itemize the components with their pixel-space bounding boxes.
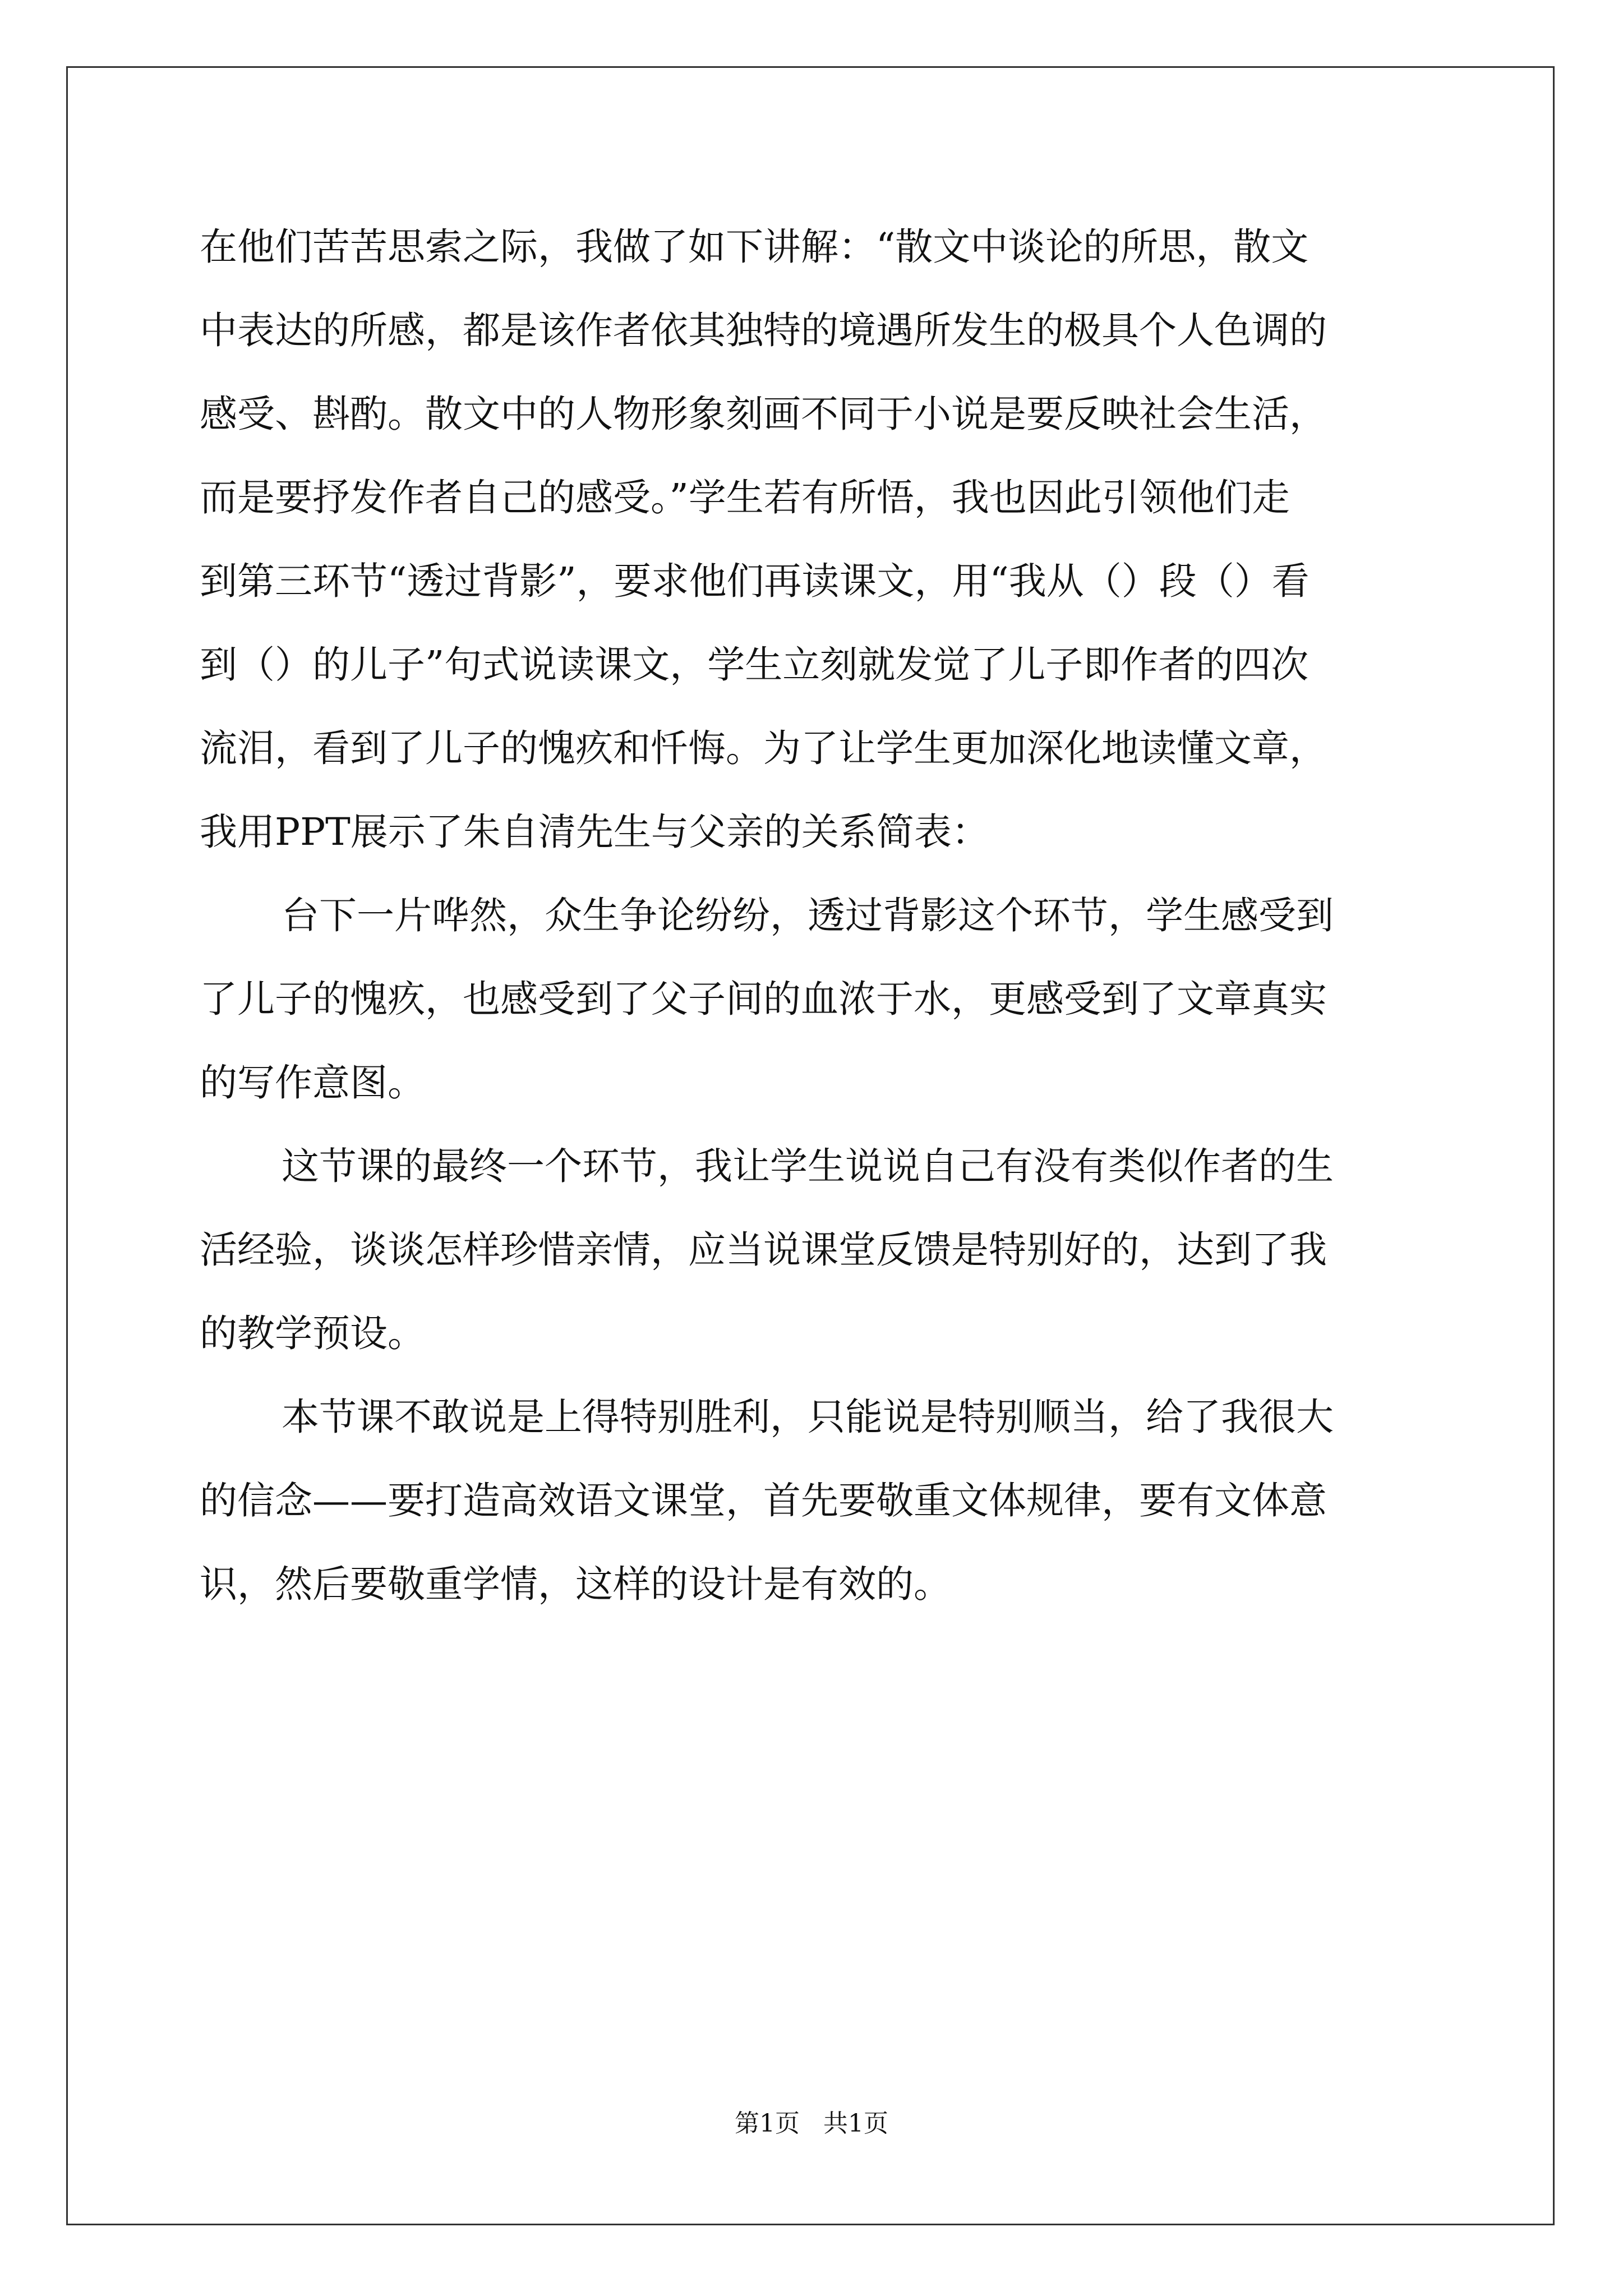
body-text-line: 识，然后要敬重学情，这样的设计是有效的。 xyxy=(200,1562,951,1606)
paragraph-first-line: 本节课不敢说是上得特别胜利，只能说是特别顺当，给了我很大 xyxy=(282,1395,1334,1439)
body-text-line: 我用PPT展示了朱自清先生与父亲的关系简表： xyxy=(200,810,989,854)
body-text-line: 感受、斟酌。散文中的人物形象刻画不同于小说是要反映社会生活， xyxy=(200,392,1327,436)
body-text-line: 了儿子的愧疚，也感受到了父子间的血浓于水，更感受到了文章真实 xyxy=(200,977,1327,1021)
body-text-line: 的写作意图。 xyxy=(200,1061,425,1105)
body-text-line: 到（）的儿子”句式说读课文，学生立刻就发觉了儿子即作者的四次 xyxy=(200,643,1309,687)
body-text-line: 中表达的所感，都是该作者依其独特的境遇所发生的极具个人色调的 xyxy=(200,309,1327,352)
page-number-footer: 第1页 共1页 xyxy=(735,2109,888,2138)
body-text-line: 而是要抒发作者自己的感受。”学生若有所悟，我也因此引领他们走 xyxy=(200,476,1290,519)
body-text-line: 流泪，看到了儿子的愧疚和忏悔。为了让学生更加深化地读懂文章， xyxy=(200,726,1327,770)
paragraph-first-line: 台下一片哗然，众生争论纷纷，透过背影这个环节，学生感受到 xyxy=(282,894,1334,937)
body-text-line: 到第三环节“透过背影”，要求他们再读课文，用“我从（）段（）看 xyxy=(200,559,1310,603)
body-text-line: 活经验，谈谈怎样珍惜亲情，应当说课堂反馈是特别好的，达到了我 xyxy=(200,1228,1327,1272)
body-text-line: 在他们苦苦思索之际，我做了如下讲解：“散文中谈论的所思，散文 xyxy=(200,225,1309,269)
paragraph-first-line: 这节课的最终一个环节，我让学生说说自己有没有类似作者的生 xyxy=(282,1144,1334,1188)
body-text-line: 的信念——要打造高效语文课堂，首先要敬重文体规律，要有文体意 xyxy=(200,1479,1327,1522)
body-text-line: 的教学预设。 xyxy=(200,1312,425,1355)
